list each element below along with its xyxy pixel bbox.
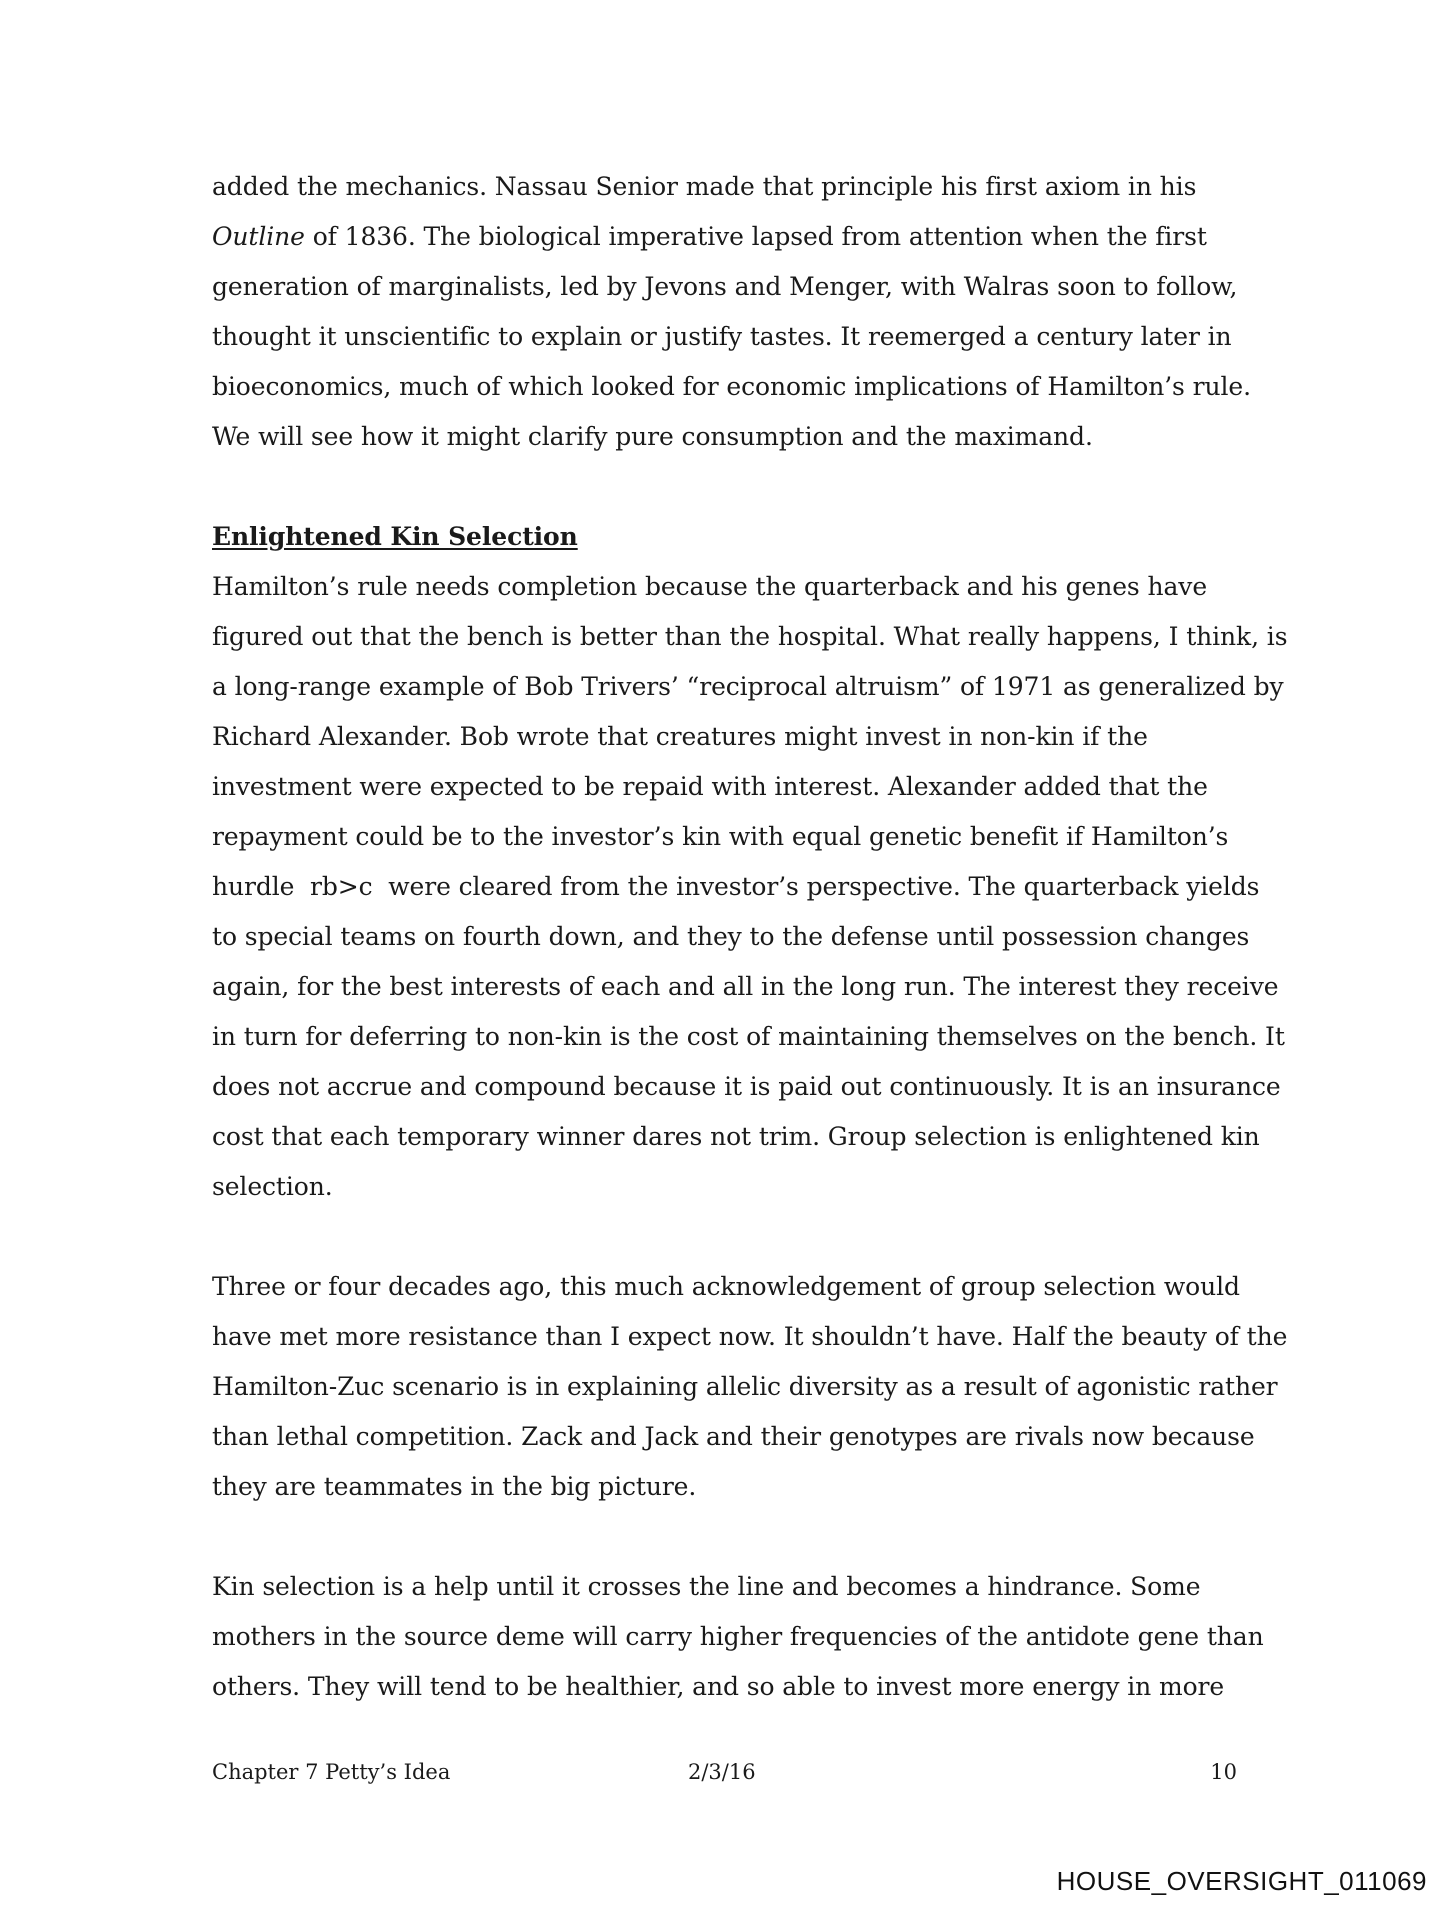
text-line: figured out that the bench is better than the hospital. What really happens, I think, is (212, 622, 1288, 651)
bates-stamp: HOUSE_OVERSIGHT_011069 (1056, 1866, 1427, 1896)
text-line: cost that each temporary winner dares not trim. Group selection is enlightened kin (212, 1122, 1260, 1151)
text-line: We will see how it might clarify pure consumption and the maximand. (212, 422, 1093, 451)
section-heading: Enlightened Kin Selection (212, 522, 578, 551)
text-line: in turn for deferring to non-kin is the cost of maintaining themselves on the bench. It (212, 1022, 1285, 1051)
page-body (212, 162, 1288, 1712)
text-line: Hamilton-Zuc scenario is in explaining allelic diversity as a result of agonistic rather (212, 1372, 1278, 1401)
text-line: bioeconomics, much of which looked for economic implications of Hamilton’s rule. (212, 372, 1251, 401)
text-line: added the mechanics. Nassau Senior made that principle his first axiom in his (212, 172, 1197, 201)
text-line: Hamilton’s rule needs completion because the quarterback and his genes have (212, 572, 1208, 601)
paragraph-spacer (212, 1512, 1252, 1562)
paragraph (212, 1262, 1288, 1512)
text-line: others. They will tend to be healthier, and so able to invest more energy in more (212, 1672, 1225, 1701)
italic-title: Outline (212, 222, 305, 251)
text-line: repayment could be to the investor’s kin with equal genetic benefit if Hamilton’s (212, 822, 1229, 851)
text-line: hurdle rb>c were cleared from the investor’s perspective. The quarterback yields (212, 872, 1260, 901)
text-line: they are teammates in the big picture. (212, 1472, 697, 1501)
text-line: Richard Alexander. Bob wrote that creatures might invest in non-kin if the (212, 722, 1148, 751)
text-line (212, 212, 1252, 262)
text-line: have met more resistance than I expect now. It shouldn’t have. Half the beauty of the (212, 1322, 1288, 1351)
text-line: does not accrue and compound because it is paid out continuously. It is an insurance (212, 1072, 1281, 1101)
page-footer (212, 1760, 1237, 1790)
text-line: a long-range example of Bob Trivers’ “reciprocal altruism” of 1971 as generalized by (212, 672, 1284, 701)
paragraph (212, 562, 1288, 1212)
text-line: than lethal competition. Zack and Jack and their genotypes are rivals now because (212, 1422, 1255, 1451)
text-line: mothers in the source deme will carry higher frequencies of the antidote gene than (212, 1622, 1264, 1651)
text-line: Kin selection is a help until it crosses the line and becomes a hindrance. Some (212, 1572, 1201, 1601)
text-line: to special teams on fourth down, and they to the defense until possession changes (212, 922, 1250, 951)
footer-page-number: 10 (1210, 1760, 1237, 1784)
footer-chapter: Chapter 7 Petty’s Idea (212, 1760, 451, 1784)
footer-date: 2/3/16 (688, 1760, 756, 1784)
text-fragment: of 1836. The biological imperative lapsed from attention when the first (304, 222, 1207, 251)
paragraph (212, 1562, 1264, 1712)
text-line: generation of marginalists, led by Jevons and Menger, with Walras soon to follow, (212, 272, 1238, 301)
text-line: thought it unscientific to explain or justify tastes. It reemerged a century later in (212, 322, 1232, 351)
paragraph-spacer (212, 462, 1252, 512)
text-line: selection. (212, 1172, 333, 1201)
text-line: Three or four decades ago, this much acknowledgement of group selection would (212, 1272, 1240, 1301)
paragraph-spacer (212, 1212, 1252, 1262)
text-line: again, for the best interests of each and all in the long run. The interest they receive (212, 972, 1279, 1001)
paragraph (212, 162, 1252, 462)
text-line: investment were expected to be repaid with interest. Alexander added that the (212, 772, 1208, 801)
